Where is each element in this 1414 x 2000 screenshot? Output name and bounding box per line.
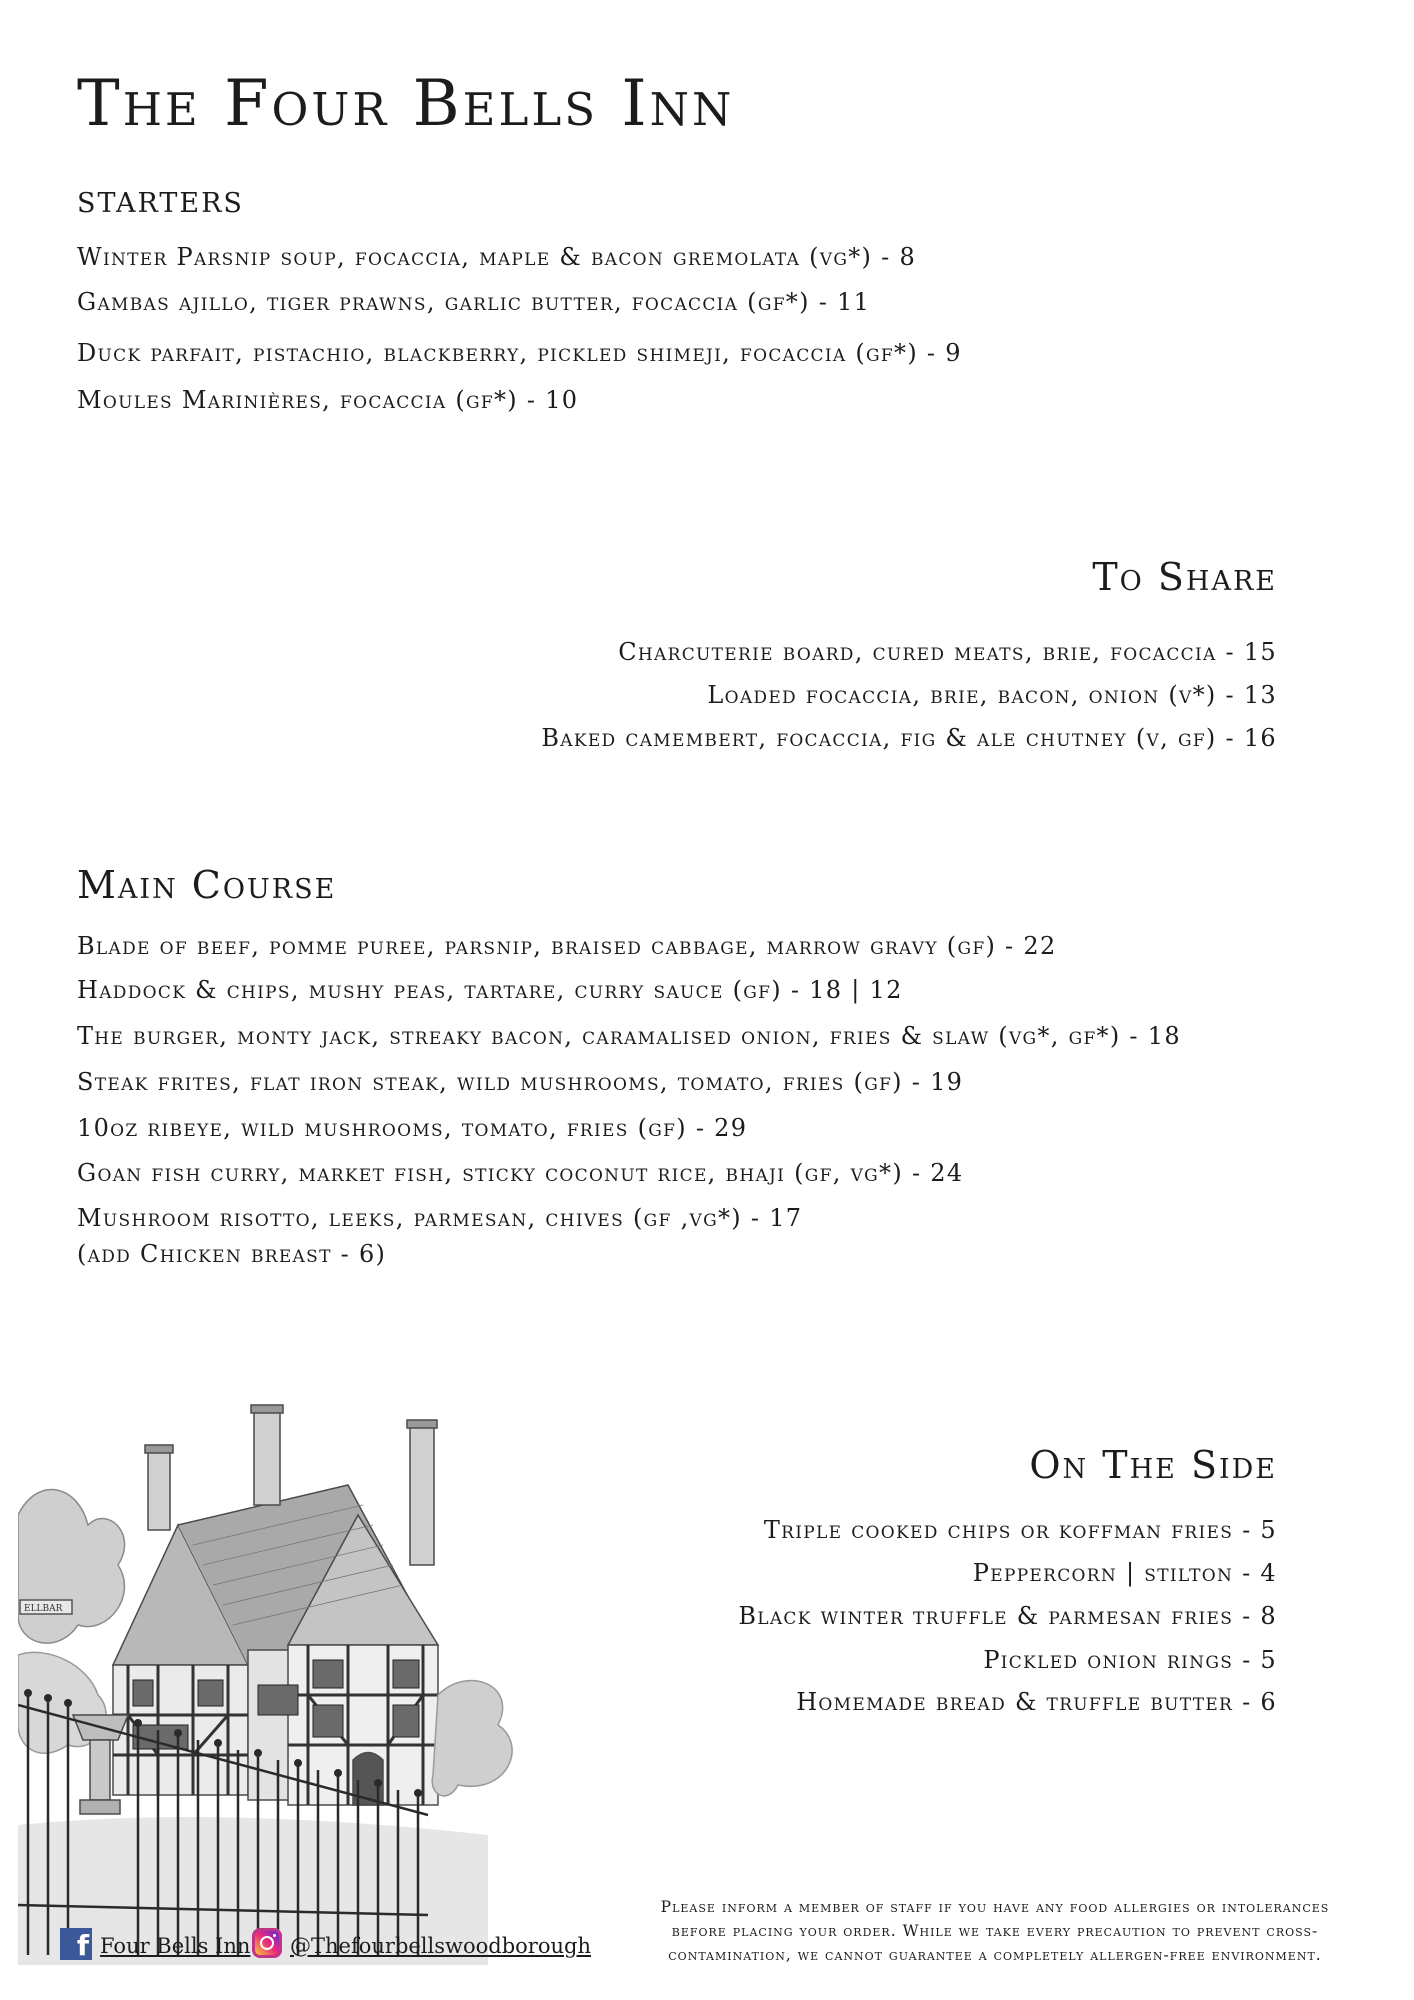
sketch-sign-text: ELLBAR [24, 1604, 63, 1614]
to-share-item: Charcuterie board, cured meats, brie, focaccia - 15 [618, 638, 1277, 666]
starter-item: Winter Parsnip soup, focaccia, maple & bacon gremolata (vg*) - 8 [77, 243, 917, 271]
main-course-item: 10oz ribeye, wild mushrooms, tomato, fries (gf) - 29 [77, 1114, 748, 1142]
starter-item: Moules Marinières, focaccia (gf*) - 10 [77, 386, 579, 414]
allergy-notice-line: before placing your order. While we take every precaution to prevent cross- [671, 1922, 1319, 1940]
side-item: Peppercorn | stilton - 4 [972, 1559, 1277, 1587]
to-share-item: Baked camembert, focaccia, fig & ale chutney (v, gf) - 16 [541, 724, 1277, 752]
side-item: Black winter truffle & parmesan fries - 8 [738, 1602, 1277, 1630]
to-share-heading: To Share [1092, 555, 1277, 599]
allergy-notice [595, 1895, 1395, 1967]
facebook-link[interactable]: Four Bells Inn [100, 1934, 251, 1958]
instagram-link[interactable]: @Thefourbellswoodborough [290, 1934, 591, 1958]
side-item: Homemade bread & truffle butter - 6 [796, 1688, 1277, 1716]
main-course-item: Mushroom risotto, leeks, parmesan, chives (gf ,vg*) - 17 [77, 1204, 803, 1232]
side-item: Pickled onion rings - 5 [983, 1646, 1277, 1674]
starters-heading: starters [77, 177, 244, 221]
menu-title: The Four Bells Inn [77, 67, 735, 141]
on-the-side-heading: On The Side [1029, 1443, 1277, 1487]
main-course-item: Haddock & chips, mushy peas, tartare, curry sauce (gf) - 18 | 12 [77, 976, 903, 1004]
main-course-item: Blade of beef, pomme puree, parsnip, braised cabbage, marrow gravy (gf) - 22 [77, 932, 1057, 960]
main-course-note: (add Chicken breast - 6) [77, 1240, 387, 1268]
starter-item: Duck parfait, pistachio, blackberry, pickled shimeji, focaccia (gf*) - 9 [77, 339, 962, 367]
starter-item: Gambas ajillo, tiger prawns, garlic butter, focaccia (gf*) - 11 [77, 288, 871, 316]
facebook-icon[interactable]: f [60, 1928, 92, 1960]
allergy-notice-line: Please inform a member of staff if you have any food allergies or intolerances [660, 1898, 1330, 1916]
main-course-heading: Main Course [77, 863, 337, 907]
main-course-item: Goan fish curry, market fish, sticky coconut rice, bhaji (gf, vg*) - 24 [77, 1159, 964, 1187]
instagram-icon[interactable] [252, 1928, 282, 1958]
main-course-item: Steak frites, flat iron steak, wild mushrooms, tomato, fries (gf) - 19 [77, 1068, 964, 1096]
main-course-item: The burger, monty jack, streaky bacon, caramalised onion, fries & slaw (vg*, gf*) - 18 [77, 1022, 1181, 1050]
side-item: Triple cooked chips or koffman fries - 5 [763, 1516, 1277, 1544]
allergy-notice-line: contamination, we cannot guarantee a completely allergen-free environment. [668, 1946, 1322, 1964]
to-share-item: Loaded focaccia, brie, bacon, onion (v*) - 13 [707, 681, 1277, 709]
inn-sketch-illustration [18, 1395, 608, 1965]
